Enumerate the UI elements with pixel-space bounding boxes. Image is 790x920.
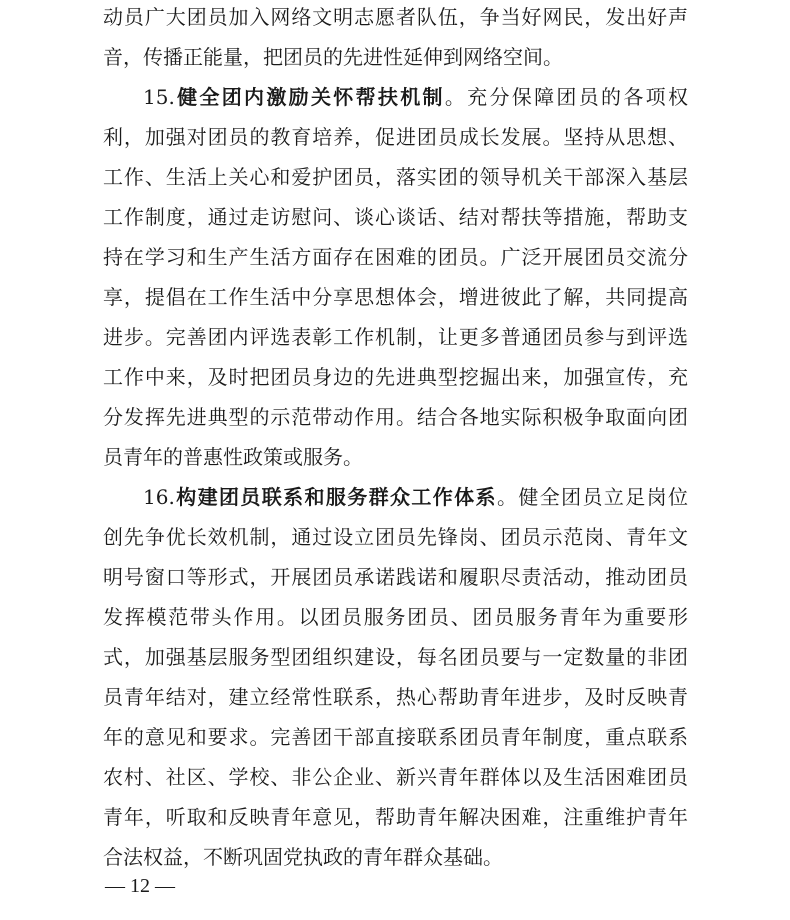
paragraph-line: 年的意见和要求。完善团干部直接联系团员青年制度，重点联系 (103, 725, 688, 749)
section-16-text: 。健全团员立足岗位 (496, 485, 688, 509)
paragraph-line: 利，加强对团员的教育培养，促进团员成长发展。坚持从思想、 (103, 125, 688, 149)
paragraph-line: 青年，听取和反映青年意见，帮助青年解决困难，注重维护青年 (103, 805, 688, 829)
paragraph-line: 持在学习和生产生活方面存在困难的团员。广泛开展团员交流分 (103, 245, 688, 269)
paragraph-line: 动员广大团员加入网络文明志愿者队伍，争当好网民，发出好声 (103, 5, 688, 29)
paragraph-line: 创先争优长效机制，通过设立团员先锋岗、团员示范岗、青年文 (103, 525, 688, 549)
paragraph-line: 员青年的普惠性政策或服务。 (103, 445, 363, 469)
paragraph-line: 工作制度，通过走访慰问、谈心谈话、结对帮扶等措施，帮助支 (103, 205, 688, 229)
section-15-heading: 健全团内激励关怀帮扶机制 (174, 85, 445, 109)
section-16-first-line (103, 477, 688, 517)
section-16-heading: 构建团员联系和服务群众工作体系 (174, 485, 497, 509)
paragraph-line: 式，加强基层服务型团组织建设，每名团员要与一定数量的非团 (103, 645, 688, 669)
section-15-first-line (103, 77, 688, 117)
paragraph-line: 工作、生活上关心和爱护团员，落实团的领导机关干部深入基层 (103, 165, 688, 189)
section-16-number: 16. (143, 485, 175, 509)
paragraph-line: 员青年结对，建立经常性联系，热心帮助青年进步，及时反映青 (103, 685, 688, 709)
paragraph-line: 发挥模范带头作用。以团员服务团员、团员服务青年为重要形 (103, 605, 688, 629)
paragraph-line: 农村、社区、学校、非公企业、新兴青年群体以及生活困难团员 (103, 765, 688, 789)
paragraph-line: 工作中来，及时把团员身边的先进典型挖掘出来，加强宣传，充 (103, 365, 688, 389)
paragraph-line: 享，提倡在工作生活中分享思想体会，增进彼此了解，共同提高 (103, 285, 688, 309)
paragraph-line: 音，传播正能量，把团员的先进性延伸到网络空间。 (103, 45, 563, 69)
paragraph-line: 明号窗口等形式，开展团员承诺践诺和履职尽责活动，推动团员 (103, 565, 688, 589)
section-15-text: 。充分保障团员的各项权 (444, 85, 688, 109)
page-number: — 12 — (105, 875, 175, 897)
paragraph-line: 分发挥先进典型的示范带动作用。结合各地实际积极争取面向团 (103, 405, 688, 429)
paragraph-line: 进步。完善团内评选表彰工作机制，让更多普通团员参与到评选 (103, 325, 688, 349)
section-15-number: 15. (143, 85, 175, 109)
paragraph-line: 合法权益，不断巩固党执政的青年群众基础。 (103, 845, 503, 869)
